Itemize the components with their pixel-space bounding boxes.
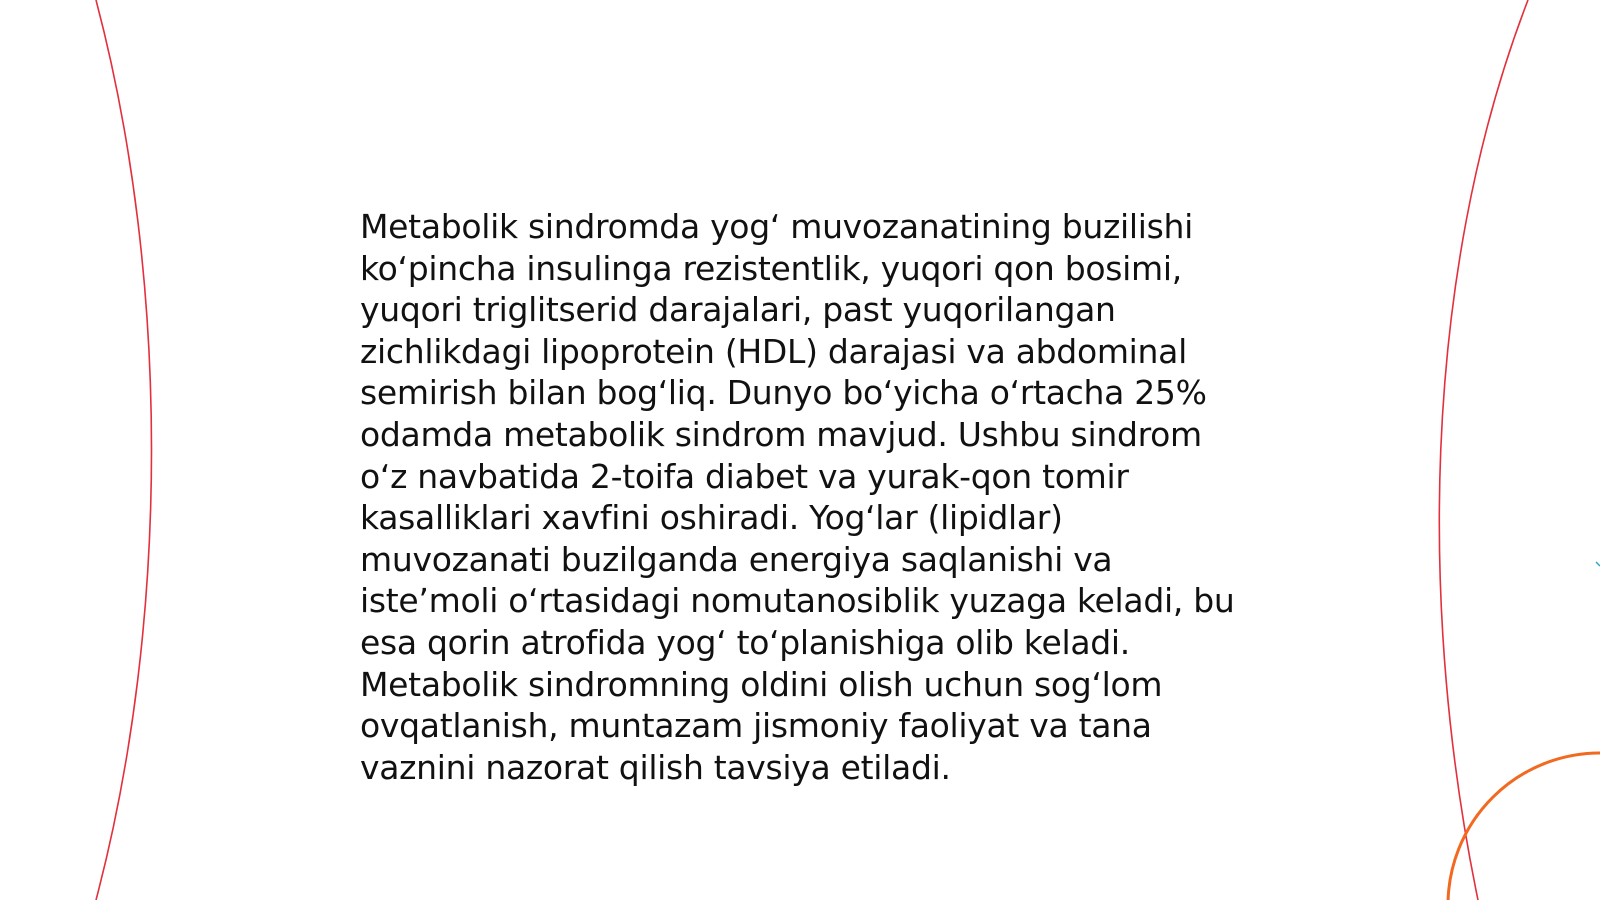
paragraph-line: iste’moli o‘rtasidagi nomutanosiblik yuzaga keladi, bu bbox=[360, 581, 1235, 621]
left-arc-line bbox=[96, 0, 152, 900]
paragraph-line: zichlikdagi lipoprotein (HDL) darajasi va abdominal bbox=[360, 331, 1187, 371]
paragraph-line: muvozanati buzilganda energiya saqlanishi va bbox=[360, 539, 1113, 579]
paragraph-line: o‘z navbatida 2-toifa diabet va yurak-qon tomir bbox=[360, 456, 1129, 496]
paragraph-line: semirish bilan bog‘liq. Dunyo bo‘yicha o‘rtacha 25% bbox=[360, 373, 1207, 413]
paragraph-line: ko‘pincha insulinga rezistentlik, yuqori qon bosimi, bbox=[360, 248, 1182, 288]
paragraph-line: kasalliklari xavfini oshiradi. Yog‘lar (lipidlar) bbox=[360, 498, 1063, 538]
paragraph-line: esa qorin atrofida yog‘ to‘planishiga olib keladi. bbox=[360, 622, 1130, 662]
orange-circle-outline bbox=[1448, 753, 1600, 900]
paragraph-line: vaznini nazorat qilish tavsiya etiladi. bbox=[360, 747, 951, 787]
right-arc-line bbox=[1439, 0, 1528, 900]
paragraph-line: ovqatlanish, muntazam jismoniy faoliyat va tana bbox=[360, 706, 1152, 746]
paragraph-line: odamda metabolik sindrom mavjud. Ushbu sindrom bbox=[360, 414, 1202, 454]
paragraph-line: Metabolik sindromda yog‘ muvozanatining buzilishi bbox=[360, 207, 1193, 246]
small-teal-mark bbox=[1596, 562, 1600, 566]
paragraph-line: yuqori triglitserid darajalari, past yuqorilangan bbox=[360, 290, 1116, 330]
paragraph-line: Metabolik sindromning oldini olish uchun sog‘lom bbox=[360, 664, 1163, 704]
body-paragraph bbox=[360, 206, 1240, 788]
